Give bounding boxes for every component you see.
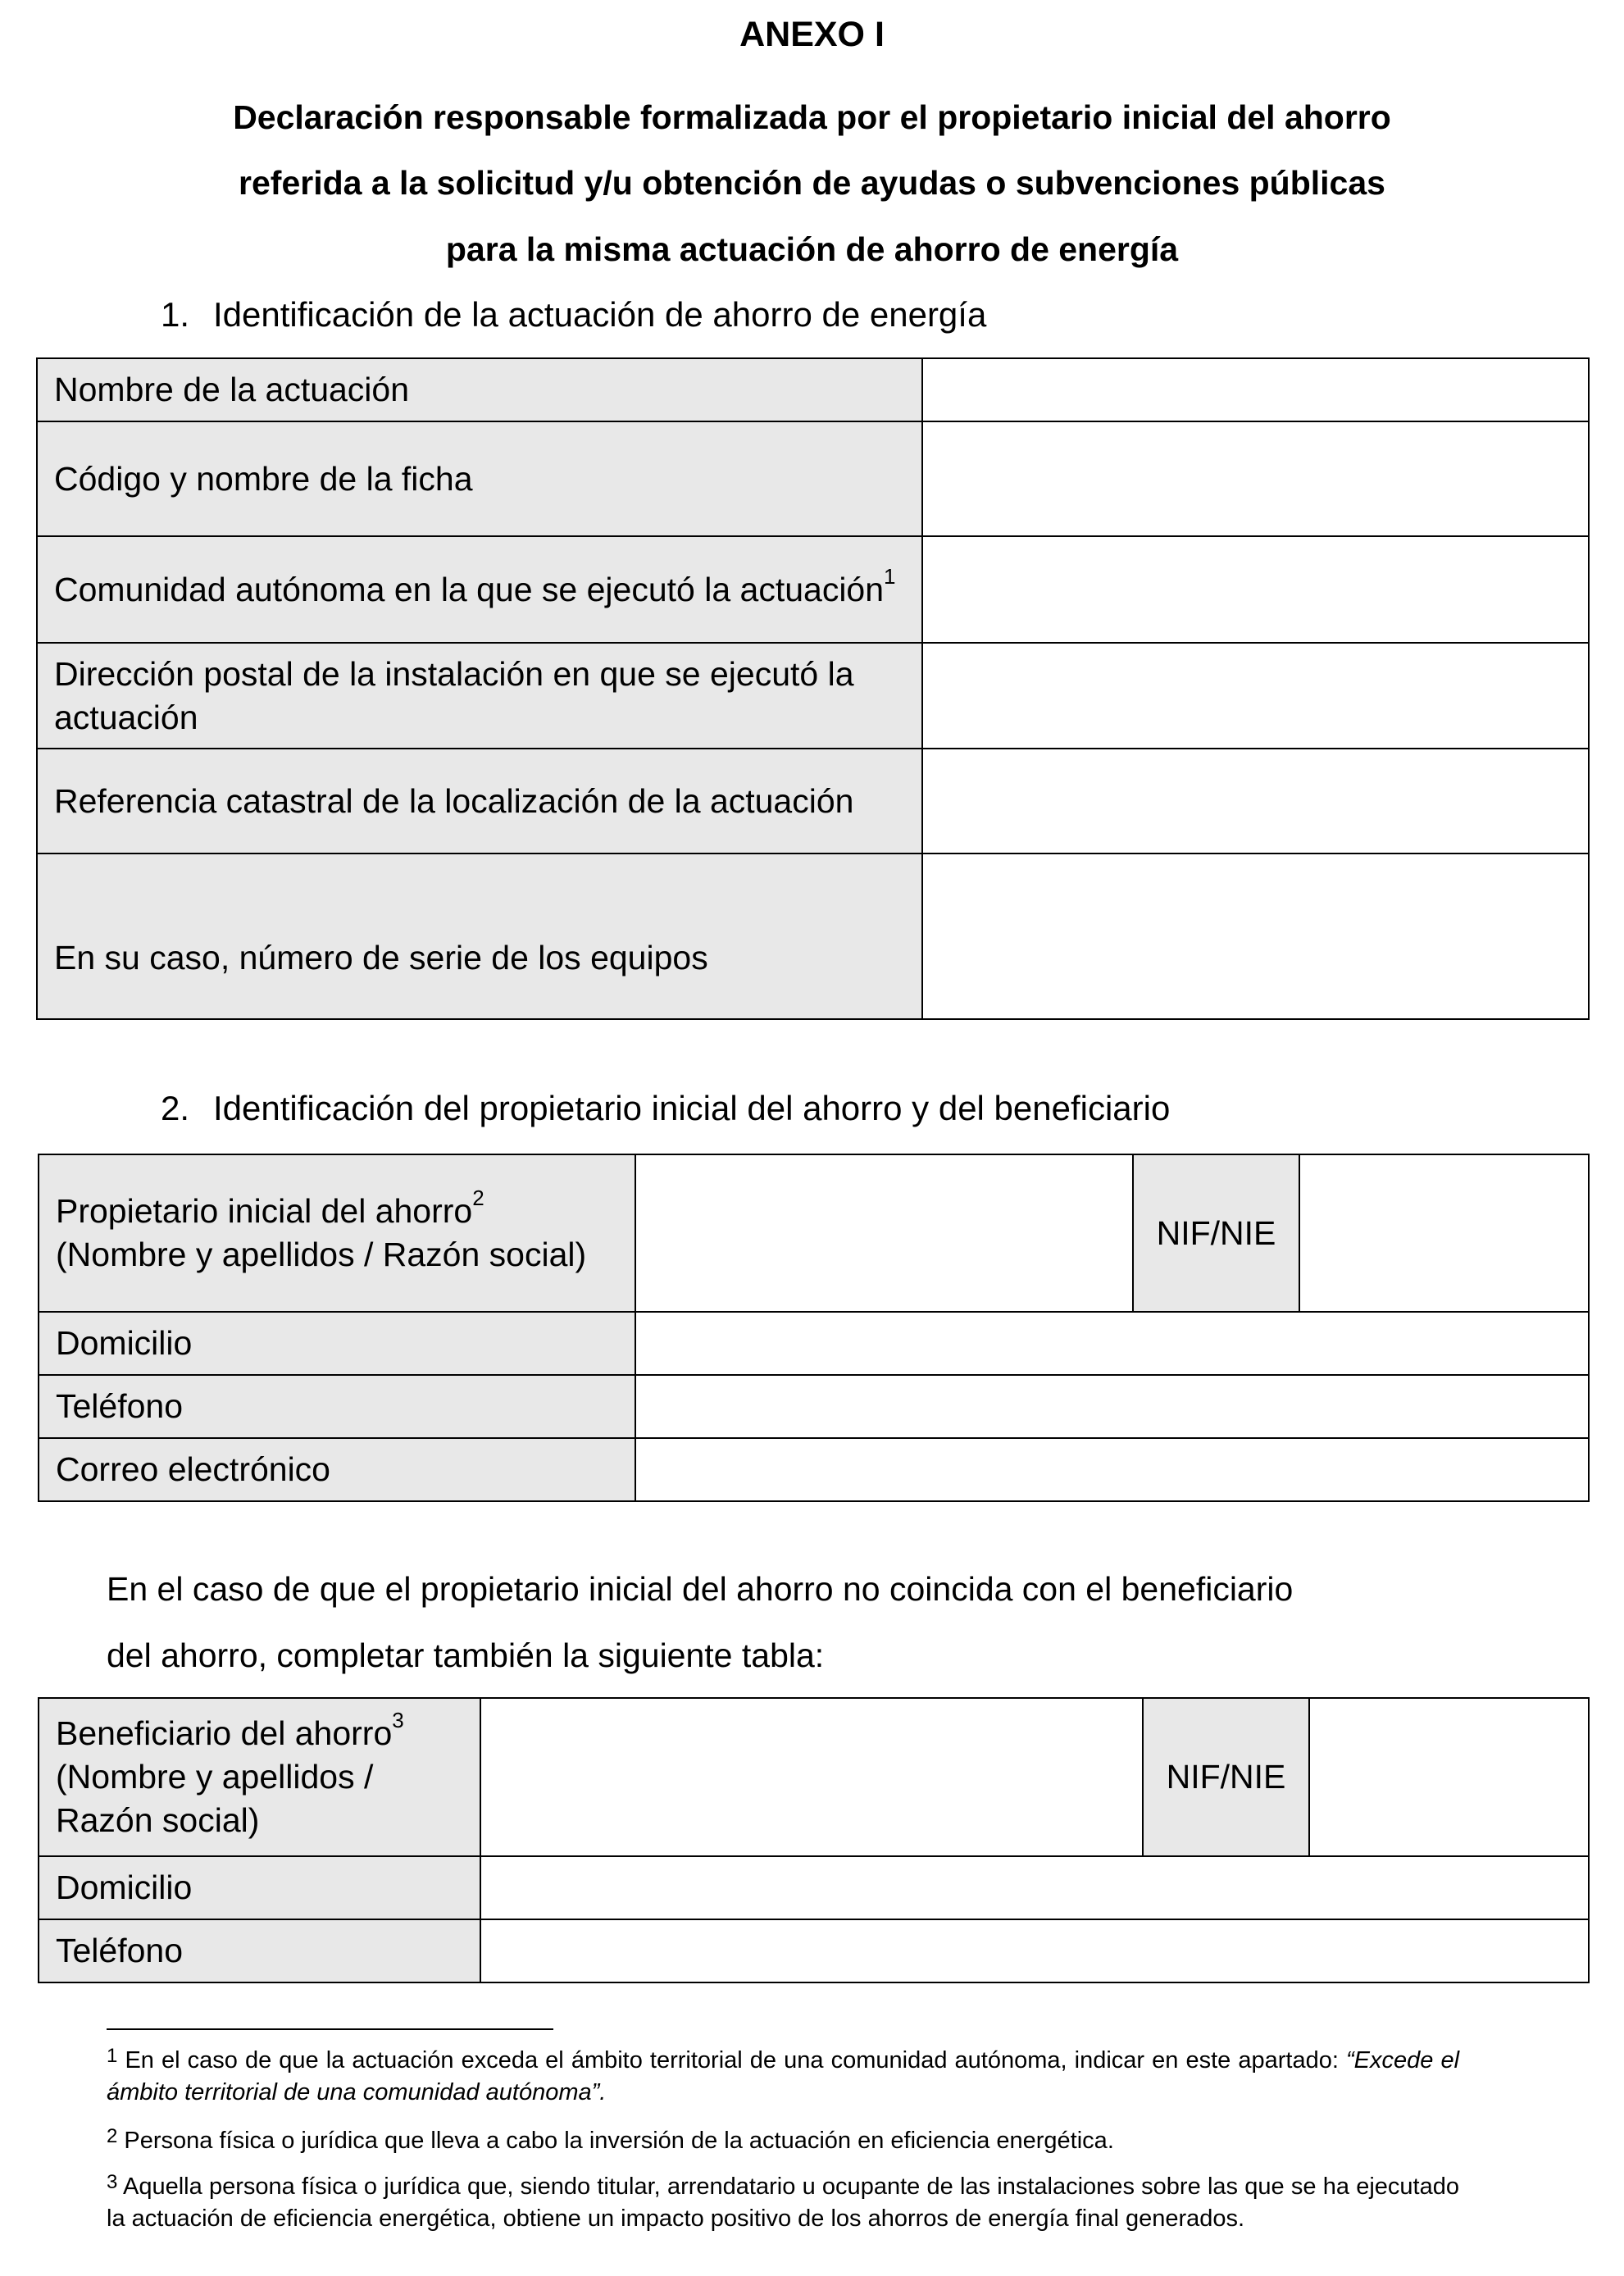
row-label-referencia-catastral: Referencia catastral de la localización de la actuación [37, 749, 922, 854]
input-referencia-catastral[interactable] [922, 749, 1589, 854]
note-paragraph [107, 1556, 1582, 1689]
footnote-text: Aquella persona física o jurídica que, siendo titular, arrendatario u ocupante de las instalaciones sobre las que se ha ejecutado la actuación de eficiencia energética, obtiene un impacto positivo de los ahorros de energía final generados. [107, 2174, 1459, 2232]
footnote-3 [107, 2171, 1459, 2235]
row-label-numero-serie: En su caso, número de serie de los equipos [37, 854, 922, 1019]
footnote-number: 1 [107, 2045, 118, 2067]
table-row [39, 1312, 1589, 1375]
owner-table [38, 1154, 1590, 1502]
table-row [37, 749, 1589, 854]
footnote-text: Persona física o jurídica que lleva a cabo la inversión de la actuación en eficiencia energética. [124, 2128, 1114, 2154]
table-row [39, 1856, 1589, 1919]
row-label-propietario: Propietario inicial del ahorro$^2$ (Nombre y apellidos / Razón social) [39, 1154, 635, 1312]
footnote-ref-1: 1 [884, 563, 896, 589]
footnote-2 [107, 2125, 1459, 2157]
table-row [39, 1698, 1589, 1856]
section-2-number: 2. [161, 1089, 190, 1127]
footnote-number: 2 [107, 2125, 118, 2147]
input-domicilio-beneficiario[interactable] [480, 1856, 1589, 1919]
section-2-title: Identificación del propietario inicial del ahorro y del beneficiario [213, 1089, 1171, 1127]
table-row [37, 643, 1589, 749]
row-label-codigo-ficha: Código y nombre de la ficha [37, 421, 922, 536]
note-line-1: En el caso de que el propietario inicial del ahorro no coincida con el beneficiario [107, 1570, 1294, 1608]
row-label-beneficiario: Beneficiario del ahorro$^3$ (Nombre y apellidos / Razón social) [39, 1698, 480, 1856]
row-label-domicilio-beneficiario: Domicilio [39, 1856, 480, 1919]
subtitle-line-3: para la misma actuación de ahorro de energía [445, 230, 1179, 268]
footnote-ref-2: 2 [472, 1186, 484, 1210]
table-row [37, 854, 1589, 1019]
subtitle-line-2: referida a la solicitud y/u obtención de ayudas o subvenciones públicas [239, 164, 1385, 202]
nif-nie-label: NIF/NIE [1143, 1698, 1309, 1856]
section-2-heading [161, 1089, 1170, 1128]
input-numero-serie[interactable] [922, 854, 1589, 1019]
input-correo[interactable] [635, 1438, 1589, 1501]
footnote-text: En el caso de que la actuación exceda el ámbito territorial de una comunidad autónoma, indicar en este apartado: [125, 2047, 1346, 2073]
actuation-table [36, 357, 1590, 1020]
table-row [37, 536, 1589, 643]
row-label-correo: Correo electrónico [39, 1438, 635, 1501]
beneficiary-table [38, 1697, 1590, 1983]
input-telefono-beneficiario[interactable] [480, 1919, 1589, 1982]
subtitle-line-1: Declaración responsable formalizada por el propietario inicial del ahorro [233, 98, 1391, 136]
footnote-separator [107, 2028, 553, 2030]
table-row [39, 1919, 1589, 1982]
input-domicilio[interactable] [635, 1312, 1589, 1375]
footnote-1 [107, 2045, 1459, 2109]
input-codigo-ficha[interactable] [922, 421, 1589, 536]
row-label-domicilio: Domicilio [39, 1312, 635, 1375]
input-telefono[interactable] [635, 1375, 1589, 1438]
section-1-number: 1. [161, 295, 190, 334]
row-label-comunidad-autonoma: Comunidad autónoma en la que se ejecutó la actuación$^1$ [37, 536, 922, 643]
footnote-ref-3: 3 [392, 1708, 404, 1732]
footnote-italic-text: “Excede el ámbito territorial de una comunidad autónoma”. [107, 2047, 1460, 2105]
row-label-direccion-postal: Dirección postal de la instalación en que se ejecutó la actuación [37, 643, 922, 749]
table-row [39, 1438, 1589, 1501]
input-propietario-nif[interactable] [1299, 1154, 1589, 1312]
table-row [39, 1154, 1589, 1312]
nif-nie-label: NIF/NIE [1133, 1154, 1299, 1312]
row-label-telefono: Teléfono [39, 1375, 635, 1438]
note-line-2: del ahorro, completar también la siguiente tabla: [107, 1636, 825, 1674]
section-1-heading [161, 295, 986, 335]
input-direccion-postal[interactable] [922, 643, 1589, 749]
input-comunidad-autonoma[interactable] [922, 536, 1589, 643]
table-row [37, 358, 1589, 421]
section-1-title: Identificación de la actuación de ahorro de energía [213, 295, 987, 334]
footnote-number: 3 [107, 2171, 118, 2193]
row-label-nombre-actuacion: Nombre de la actuación [37, 358, 922, 421]
table-row [39, 1375, 1589, 1438]
input-propietario-nombre[interactable] [635, 1154, 1133, 1312]
row-label-telefono-beneficiario: Teléfono [39, 1919, 480, 1982]
annex-title: ANEXO I [739, 15, 885, 54]
input-nombre-actuacion[interactable] [922, 358, 1589, 421]
input-beneficiario-nif[interactable] [1309, 1698, 1589, 1856]
input-beneficiario-nombre[interactable] [480, 1698, 1143, 1856]
table-row [37, 421, 1589, 536]
